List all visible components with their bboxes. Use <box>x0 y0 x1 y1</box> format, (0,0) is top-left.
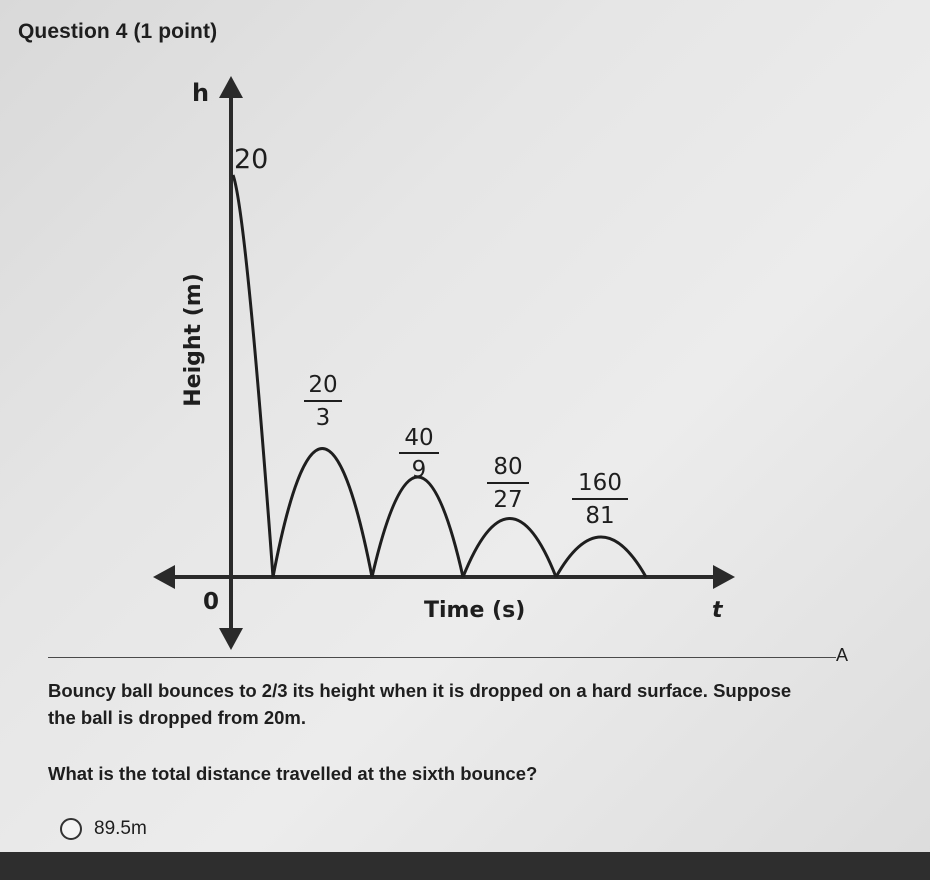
y-axis-arrow-down <box>219 628 243 650</box>
y-axis-title: Height (m) <box>181 273 206 407</box>
figure-divider <box>48 657 836 658</box>
radio-button[interactable] <box>60 818 82 840</box>
peak-label-20-3-numerator: 20 <box>308 372 338 398</box>
answer-option-1[interactable] <box>60 818 147 840</box>
x-axis-letter: t <box>712 598 723 623</box>
peak-label-40-9 <box>399 425 439 483</box>
question-prompt: What is the total distance travelled at the sixth bounce? <box>48 763 538 784</box>
origin-label: 0 <box>203 589 220 615</box>
x-axis-arrow-right <box>713 565 735 589</box>
peak-label-160-81-numerator: 160 <box>578 470 622 496</box>
peak-label-80-27 <box>487 454 529 513</box>
figure-label: A <box>836 645 849 665</box>
peak-label-160-81 <box>572 470 628 529</box>
peak-label-40-9-denominator: 9 <box>411 457 427 483</box>
y-axis-letter: h <box>192 79 210 107</box>
question-text-line-1: Bouncy ball bounces to 2/3 its height when it is dropped on a hard surface. Suppose <box>48 680 792 701</box>
peak-label-40-9-numerator: 40 <box>404 425 434 451</box>
x-axis-title: Time (s) <box>424 598 526 623</box>
question-title: Question 4 (1 point) <box>18 20 218 43</box>
y-axis-arrow-up <box>219 76 243 98</box>
peak-label-80-27-numerator: 80 <box>493 454 523 480</box>
question-text-line-2: the ball is dropped from 20m. <box>48 707 307 728</box>
answer-option-label: 89.5m <box>94 818 147 839</box>
x-axis-arrow-left <box>153 565 175 589</box>
bounce-arc-4 <box>556 537 646 577</box>
peak-label-20: 20 <box>234 144 269 175</box>
peak-label-20-3 <box>304 372 342 431</box>
bounce-arc-3 <box>463 519 556 578</box>
bottom-bar <box>0 852 930 880</box>
peak-label-80-27-denominator: 27 <box>493 487 523 513</box>
peak-label-20-3-denominator: 3 <box>315 405 331 431</box>
drop-curve <box>233 175 273 577</box>
peak-label-160-81-denominator: 81 <box>585 503 615 529</box>
bounce-arc-1 <box>273 449 372 578</box>
bounce-arc-2 <box>372 477 463 577</box>
